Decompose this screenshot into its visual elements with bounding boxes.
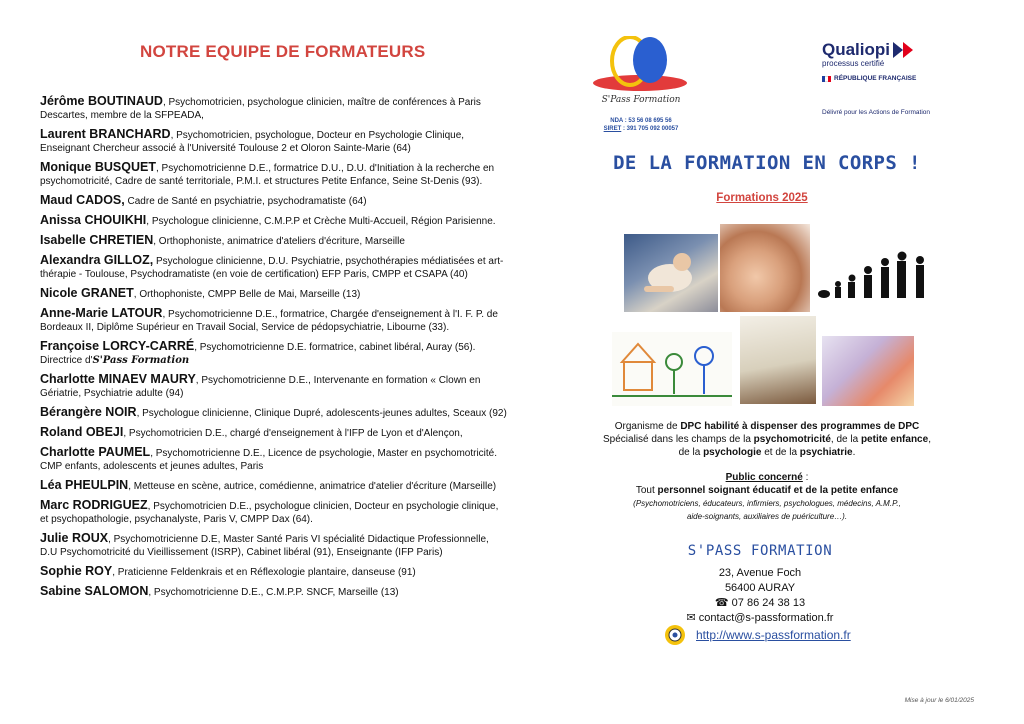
globe-icon — [664, 624, 686, 646]
french-flag-icon — [822, 76, 831, 82]
trainer-description: Psychologue clinicienne, D.U. Psychiatrie, psychothérapies médiatisées et art-thérapie - Toulouse, Psychodramatiste (en voie de certification) EFP Paris, CMPP et CSAPA (40) — [40, 256, 504, 280]
trainer-description: , Psychomotricienne D.E., formatrice, Chargée d'enseignement à l'I. F. P. de Bordeaux II, Diplôme Supérieur en Travail Social, Service de pédopsychiatrie, Libourne (33). — [40, 309, 498, 333]
trainer-entry — [40, 585, 508, 599]
org-text: , — [928, 434, 931, 445]
trainer-description: , Psychomotricienne D.E., C.M.P.P. SNCF, Marseille (13) — [148, 587, 399, 598]
audience-text: Tout — [635, 485, 658, 496]
trainer-name: Jérôme BOUTINAUD — [40, 94, 163, 108]
trainer-description: , Psychologue clinicienne, Clinique Dupré, adolescents-jeunes adultes, Sceaux (92) — [136, 408, 507, 419]
organization-signature: S'Pass Formation — [92, 355, 190, 366]
trainer-description: , Psychomotricien, psychologue, Docteur en Psychologie Clinique, Enseignant Chercheur associé à l'Université Toulouse 2 et Oloron Sainte-Marie (64) — [40, 130, 465, 154]
trainer-description: Cadre de Santé en psychiatrie, psychodramatiste (64) — [124, 196, 367, 207]
trainer-description: , Orthophoniste, animatrice d'ateliers d'écriture, Marseille — [153, 236, 405, 247]
headline: DE LA FORMATION EN CORPS ! — [613, 152, 921, 174]
child-drawing-image — [612, 332, 732, 406]
email-icon: ✉ — [686, 612, 699, 624]
org-text: et de la — [761, 447, 800, 458]
org-text: Organisme de — [614, 421, 681, 432]
trainer-entry — [40, 161, 508, 188]
trainer-entry — [40, 214, 508, 228]
registration-info — [596, 117, 686, 133]
trainer-entry — [40, 95, 508, 122]
update-date: Mise à jour le 6/01/2025 — [904, 697, 974, 704]
phone-number: 07 86 24 38 13 — [731, 597, 806, 609]
trainer-entry — [40, 234, 508, 248]
trainer-description: , Psychomotricien, psychologue clinicien, maître de conférences à Paris Descartes, membre de la SFPEADA, — [40, 97, 481, 121]
org-field: psychiatrie — [799, 447, 853, 458]
org-text: , de la — [830, 434, 861, 445]
org-field: psychomotricité — [753, 434, 831, 445]
trainer-description: , Orthophoniste, CMPP Belle de Mai, Marseille (13) — [133, 289, 361, 300]
trainer-name: Sabine SALOMON — [40, 584, 149, 598]
trainer-description: , Psychomotricienne D.E, Master Santé Paris VI spécialité Didactique Professionnelle, D.U Psychomotricité du Vieillissement (ISRP), Cabinet libéral (91), Enseignante (IFP Paris) — [40, 534, 489, 558]
org-text: Spécialisé dans les champs de la — [603, 434, 754, 445]
logo-name: S'Pass Formation — [601, 95, 681, 105]
trainer-description: , Psychomotricien D.E., psychologue clinicien, Docteur en psychologie clinique, et psychopathologie, psychanalyste, Paris V, CMPP Dax (64). — [40, 501, 499, 525]
trainer-entry — [40, 499, 508, 526]
trainer-description: , Psychomotricienne D.E., Intervenante en formation « Clown en Gériatrie, Psychiatrie adulte (94) — [40, 375, 481, 399]
trainer-name: Maud CADOS, — [40, 193, 125, 207]
audience-label-colon: : — [802, 472, 809, 483]
audience-label: Public concerné — [725, 472, 803, 483]
trainer-name: Marc RODRIGUEZ — [40, 498, 148, 512]
republic-label: RÉPUBLIQUE FRANÇAISE — [834, 75, 917, 82]
formations-year: Formations 2025 — [716, 192, 808, 204]
qualiopi-delivered: Délivré pour les Actions de Formation — [822, 109, 931, 116]
siret-label: SIRET — [603, 126, 622, 132]
trainer-entry — [40, 565, 508, 579]
trainer-description: , Psychologue clinicienne, C.M.P.P et Crèche Multi-Accueil, Région Parisienne. — [146, 216, 496, 227]
contact-title: S'PASS FORMATION — [687, 543, 833, 559]
trainer-name: Charlotte MINAEV MAURY — [40, 372, 196, 386]
trainer-name: Françoise LORCY-CARRÉ — [40, 339, 195, 353]
contact-block — [640, 566, 880, 626]
org-text: de la — [678, 447, 704, 458]
organisme-description — [590, 420, 944, 459]
trainer-name: Anissa CHOUIKHI — [40, 213, 147, 227]
org-field: petite enfance — [860, 434, 929, 445]
trainer-entry — [40, 406, 508, 420]
trainer-entry — [40, 287, 508, 301]
trainer-entry — [40, 426, 508, 440]
qualiopi-brand: Qualiopi — [822, 40, 890, 59]
trainer-name: Monique BUSQUET — [40, 160, 156, 174]
org-field: psychologie — [703, 447, 762, 458]
trainer-name: Sophie ROY — [40, 564, 113, 578]
audience-main: personnel soignant éducatif et de la petite enfance — [657, 485, 899, 496]
trainer-entry — [40, 532, 508, 559]
website-row — [664, 624, 884, 646]
trainer-entry — [40, 194, 508, 208]
qualiopi-arrows-icon — [893, 42, 915, 58]
photo-holding-hands — [720, 224, 810, 312]
email-address[interactable]: contact@s-passformation.fr — [698, 612, 834, 624]
evolution-silhouettes-image — [816, 248, 928, 300]
trainer-name: Julie ROUX — [40, 531, 109, 545]
city-address: 56400 AURAY — [724, 582, 796, 594]
trainer-name: Laurent BRANCHARD — [40, 127, 171, 141]
audience-examples: (Psychomotriciens, éducateurs, infirmiers, psychologues, médecins, A.M.P., — [633, 499, 901, 508]
trainer-description: , Psychomotricienne D.E., formatrice D.U., D.U. d'Initiation à la recherche en psychomotricité, Cadre de santé territoriale, P.M.I. et structures Petite Enfance, Seine St-Denis (93). — [40, 163, 495, 187]
trainer-entry — [40, 479, 508, 493]
trainer-description: , Metteuse en scène, autrice, comédienne, animatrice d'atelier d'écriture (Marseille) — [128, 481, 497, 492]
trainer-name: Anne-Marie LATOUR — [40, 306, 163, 320]
trainer-name: Alexandra GILLOZ, — [40, 253, 154, 267]
nda-number: NDA : 53 56 08 695 56 — [610, 118, 672, 124]
trainer-entry — [40, 373, 508, 400]
trainer-entry — [40, 340, 508, 367]
trainer-description: , Psychomotricienne D.E. formatrice, cabinet libéral, Auray (56). Directrice d' — [40, 342, 476, 366]
trainer-entry — [40, 446, 508, 473]
trainer-name: Isabelle CHRETIEN — [40, 233, 154, 247]
trainer-name: Léa PHEULPIN — [40, 478, 129, 492]
trainer-name: Bérangère NOIR — [40, 405, 137, 419]
trainer-entry — [40, 128, 508, 155]
abstract-painting-image — [822, 336, 914, 406]
photo-baby-motricity — [624, 234, 718, 312]
siret-number: : 391 705 092 00057 — [621, 126, 679, 132]
audience-examples: aide-soignants, auxiliaires de puériculture…). — [686, 512, 848, 521]
trainer-description: , Praticienne Feldenkrais et en Réflexologie plantaire, danseuse (91) — [112, 567, 416, 578]
org-text: . — [852, 447, 856, 458]
trainer-name: Roland OBEJI — [40, 425, 124, 439]
target-audience — [590, 471, 944, 523]
panel-title: NOTRE EQUIPE DE FORMATEURS — [140, 42, 426, 61]
phone-icon: ☎ — [714, 597, 732, 609]
trainer-entry — [40, 307, 508, 334]
photo-writing-desk — [740, 316, 816, 404]
trainer-entry — [40, 254, 508, 281]
trainer-description: , Psychomotricienne D.E., Licence de psychologie, Master en psychomotricité. CMP enfants, adolescents et jeunes adultes, Paris — [40, 448, 498, 472]
trainer-description: , Psychomotricien D.E., chargé d'enseignement à l'IFP de Lyon et d'Alençon, — [123, 428, 463, 439]
qualiopi-subtitle: processus certifié — [822, 59, 885, 68]
trainer-list — [40, 95, 508, 605]
trainer-name: Nicole GRANET — [40, 286, 134, 300]
website-link[interactable]: http://www.s-passformation.fr — [696, 628, 851, 642]
qualiopi-badge — [822, 40, 942, 82]
street-address: 23, Avenue Foch — [718, 567, 802, 579]
trainer-name: Charlotte PAUMEL — [40, 445, 151, 459]
org-dpc: DPC habilité à dispenser des programmes de DPC — [680, 421, 920, 432]
